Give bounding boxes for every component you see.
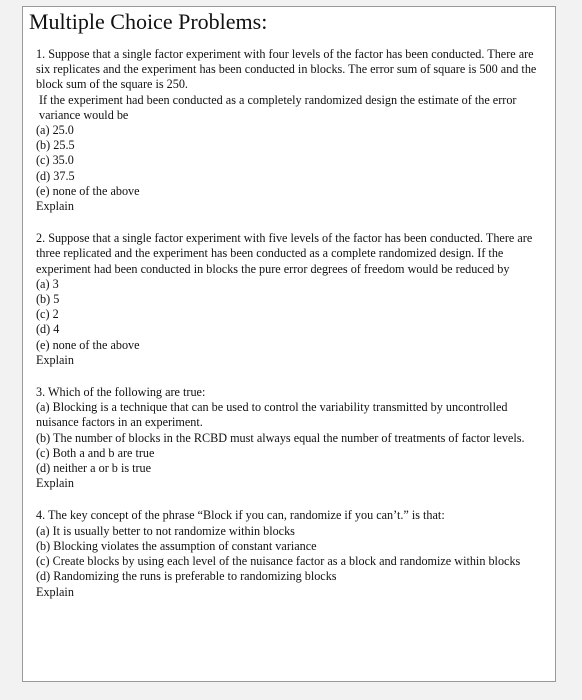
question-4-option-c: (c) Create blocks by using each level of the nuisance factor as a block and randomize within blocks xyxy=(36,554,521,569)
question-1 xyxy=(36,47,548,214)
question-2-option-e: (e) none of the above xyxy=(36,337,140,352)
question-1-option-b: (b) 25.5 xyxy=(36,138,75,153)
question-3-option-d: (d) neither a or b is true xyxy=(36,461,152,476)
question-3-option-b: (b) The number of blocks in the RCBD must always equal the number of treatments of factor levels. xyxy=(36,430,525,445)
question-3-explain: Explain xyxy=(36,476,74,491)
question-2-explain: Explain xyxy=(36,352,74,367)
question-3-option-a: (a) Blocking is a technique that can be used to control the variability transmitted by uncontrolled nuisance factors in an experiment. xyxy=(36,400,508,430)
question-4-stem: 4. The key concept of the phrase “Block if you can, randomize if you can’t.” is that: xyxy=(36,508,445,523)
question-2 xyxy=(36,231,548,368)
question-1-stem-continued: If the experiment had been conducted as a completely randomized design the estimate of the error variance would be xyxy=(39,92,517,122)
question-1-option-c: (c) 35.0 xyxy=(36,153,74,168)
question-3-option-c: (c) Both a and b are true xyxy=(36,445,155,460)
question-1-option-d: (d) 37.5 xyxy=(36,168,75,183)
question-1-option-a: (a) 25.0 xyxy=(36,123,74,138)
question-4-option-a: (a) It is usually better to not randomize within blocks xyxy=(36,523,295,538)
question-2-option-b: (b) 5 xyxy=(36,292,60,307)
question-3-stem: 3. Which of the following are true: xyxy=(36,385,206,400)
question-1-explain: Explain xyxy=(36,199,74,214)
question-2-option-d: (d) 4 xyxy=(36,322,60,337)
question-1-option-e: (e) none of the above xyxy=(36,183,140,198)
document-page xyxy=(22,6,556,682)
question-2-option-c: (c) 2 xyxy=(36,307,59,322)
question-4 xyxy=(36,508,548,599)
question-3 xyxy=(36,385,548,491)
question-2-stem: 2. Suppose that a single factor experiment with five levels of the factor has been conducted. There are three replicated and the experiment has been conducted as a complete randomized design. If the experiment had been conducted in blocks the pure error degrees of freedom would be reduced by xyxy=(36,231,533,276)
question-2-option-a: (a) 3 xyxy=(36,276,59,291)
question-4-option-b: (b) Blocking violates the assumption of constant variance xyxy=(36,538,317,553)
question-1-stem: 1. Suppose that a single factor experiment with four levels of the factor has been conducted. There are six replicates and the experiment has been conducted in blocks. The error sum of square is 500 and the block sum of the square is 250. xyxy=(36,47,537,92)
question-4-option-d: (d) Randomizing the runs is preferable to randomizing blocks xyxy=(36,569,337,584)
page-title: Multiple Choice Problems: xyxy=(29,9,268,34)
question-4-explain: Explain xyxy=(36,584,74,599)
questions-list xyxy=(36,47,548,617)
